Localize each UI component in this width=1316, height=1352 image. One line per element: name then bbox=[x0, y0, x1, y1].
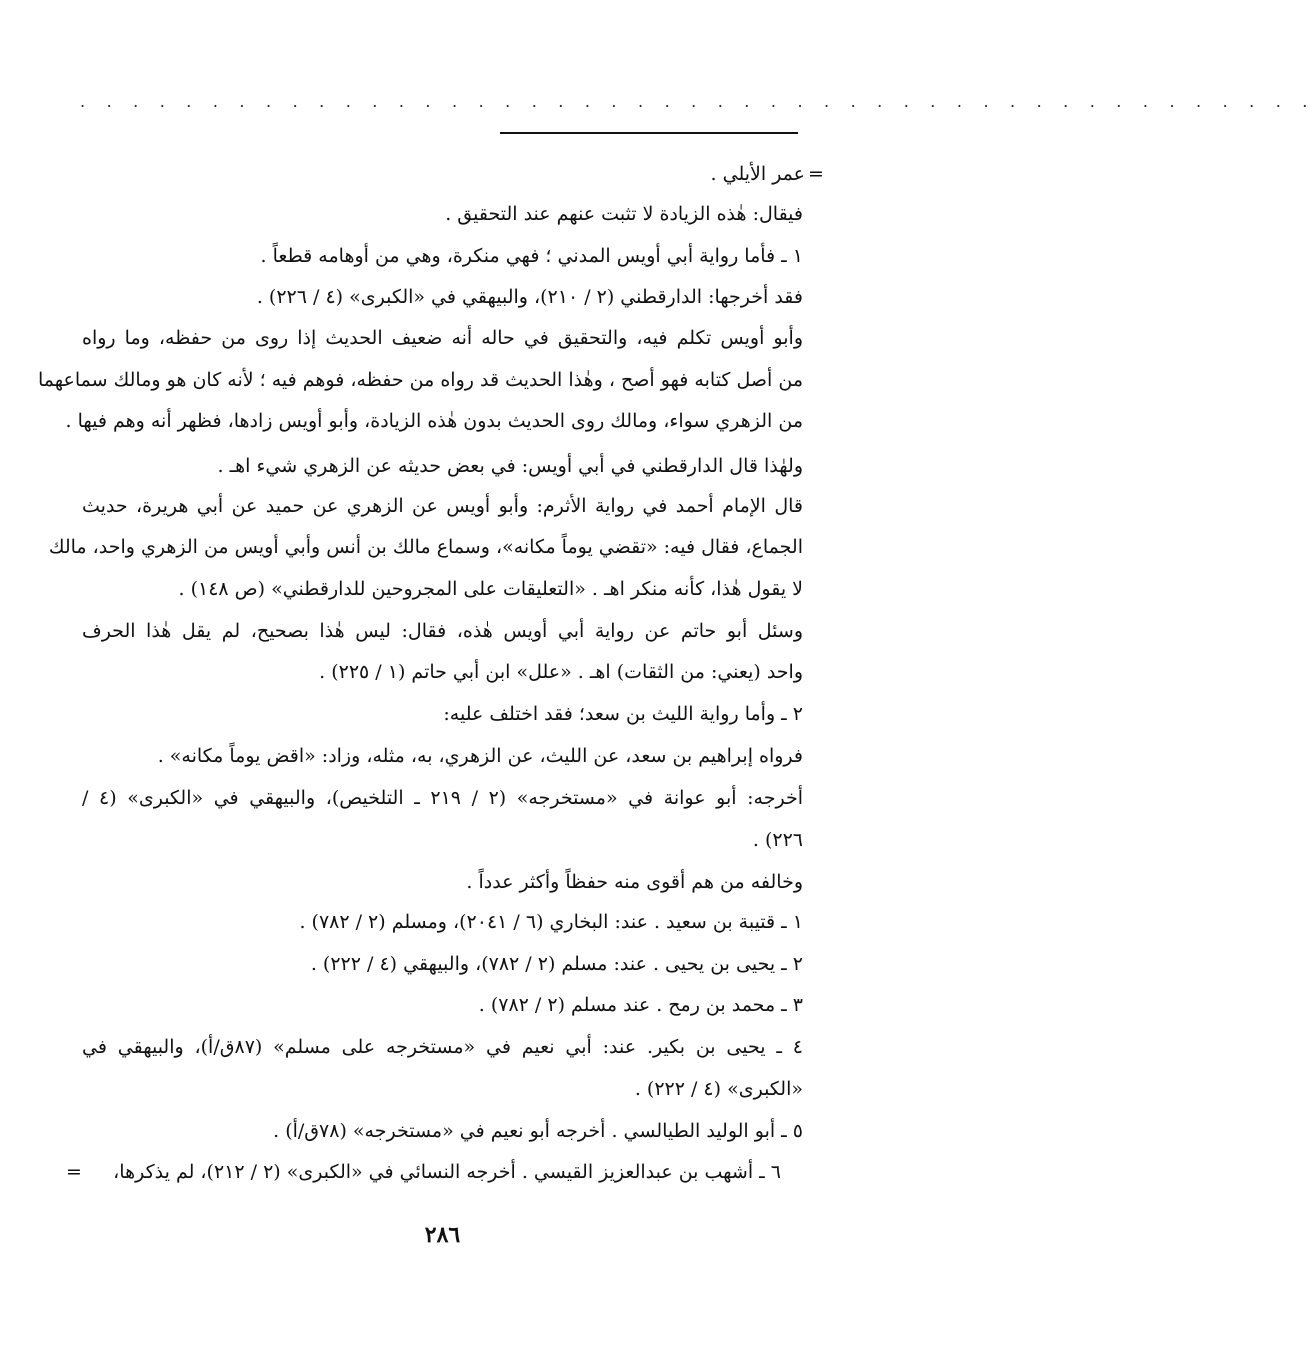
text-line: ٣ ـ محمد بن رمح . عند مسلم (٢ / ٧٨٢) . bbox=[478, 994, 803, 1016]
text-line: فرواه إبراهيم بن سعد، عن الليث، عن الزهري، به، مثله، وزاد: «اقض يوماً مكانه» . bbox=[157, 745, 803, 767]
text-line: ١ ـ فأما رواية أبي أويس المدني ؛ فهي منكرة، وهي من أوهامه قطعاً . bbox=[260, 245, 803, 267]
text-line: ٤ ـ يحيى بن بكير. عند: أبي نعيم في «مستخرجه على مسلم» (٨٧ق/أ)، والبيهقي في bbox=[82, 1036, 803, 1058]
text-line: ٥ ـ أبو الوليد الطيالسي . أخرجه أبو نعيم في «مستخرجه» (٧٨ق/أ) . bbox=[273, 1120, 803, 1142]
text-line: ٦ ـ أشهب بن عبدالعزيز القيسي . أخرجه النسائي في «الكبرى» (٢ / ٢١٢)، لم يذكرها، bbox=[113, 1161, 781, 1183]
continuation-marker-top: = bbox=[808, 163, 824, 185]
text-line: فقد أخرجها: الدارقطني (٢ / ٢١٠)، والبيهقي في «الكبرى» (٤ / ٢٢٦) . bbox=[256, 286, 803, 308]
text-line: واحد (يعني: من الثقات) اهـ . «علل» ابن أبي حاتم (١ / ٢٢٥) . bbox=[319, 661, 803, 683]
text-line: من أصل كتابه فهو أصح ، وهٰذا الحديث قد رواه من حفظه، فوهم فيه ؛ لأنه كان هو ومالك سماعهما bbox=[38, 369, 803, 391]
footnote-rule bbox=[500, 132, 798, 134]
text-line: ولهٰذا قال الدارقطني في أبي أويس: في بعض حديثه عن الزهري شيء اهـ . bbox=[217, 455, 803, 477]
text-line: «الكبرى» (٤ / ٢٢٢) . bbox=[634, 1078, 803, 1100]
text-line: ٢٢٦) . bbox=[752, 829, 803, 851]
text-line: وخالفه من هم أقوى منه حفظاً وأكثر عدداً . bbox=[466, 871, 803, 893]
text-line: قال الإمام أحمد في رواية الأثرم: وأبو أويس عن الزهري عن حميد عن أبي هريرة، حديث bbox=[82, 495, 803, 517]
text-line: ١ ـ قتيبة بن سعيد . عند: البخاري (٦ / ٢٠٤١)، ومسلم (٢ / ٧٨٢) . bbox=[299, 911, 803, 933]
text-line: وأبو أويس تكلم فيه، والتحقيق في حاله أنه ضعيف الحديث إذا روى من حفظه، وما رواه bbox=[82, 327, 803, 349]
text-line: فيقال: هٰذه الزيادة لا تثبت عنهم عند التحقيق . bbox=[445, 203, 803, 225]
text-line: عمر الأيلي . bbox=[710, 163, 805, 185]
text-line: من الزهري سواء، ومالك روى الحديث بدون هٰذه الزيادة، وأبو أويس زادها، فظهر أنه وهم فيها . bbox=[65, 410, 803, 432]
text-line: الجماع، فقال فيه: «تقضي يوماً مكانه»، وسماع مالك بن أنس وأبي أويس من الزهري واحد، مالك bbox=[48, 536, 803, 558]
continuation-marker-bottom: = bbox=[66, 1161, 82, 1183]
text-line: أخرجه: أبو عوانة في «مستخرجه» (٢ / ٢١٩ ـ التلخيص)، والبيهقي في «الكبرى» (٤ / bbox=[82, 787, 803, 809]
text-line: ٢ ـ وأما رواية الليث بن سعد؛ فقد اختلف عليه: bbox=[443, 703, 803, 725]
text-line: ٢ ـ يحيى بن يحيى . عند: مسلم (٢ / ٧٨٢)، والبيهقي (٤ / ٢٢٢) . bbox=[310, 953, 803, 975]
separator-dots: . . . . . . . . . . . . . . . . . . . . . . . . . . . . . . . . . . . . . . . . . . . . . . . bbox=[80, 92, 1316, 111]
text-line: وسئل أبو حاتم عن رواية أبي أويس هٰذه، فقال: ليس هٰذا بصحيح، لم يقل هٰذا الحرف bbox=[82, 620, 803, 642]
page-number: ٢٨٦ bbox=[424, 1222, 461, 1248]
text-line: لا يقول هٰذا، كأنه منكر اهـ . «التعليقات على المجروحين للدارقطني» (ص ١٤٨) . bbox=[178, 578, 803, 600]
